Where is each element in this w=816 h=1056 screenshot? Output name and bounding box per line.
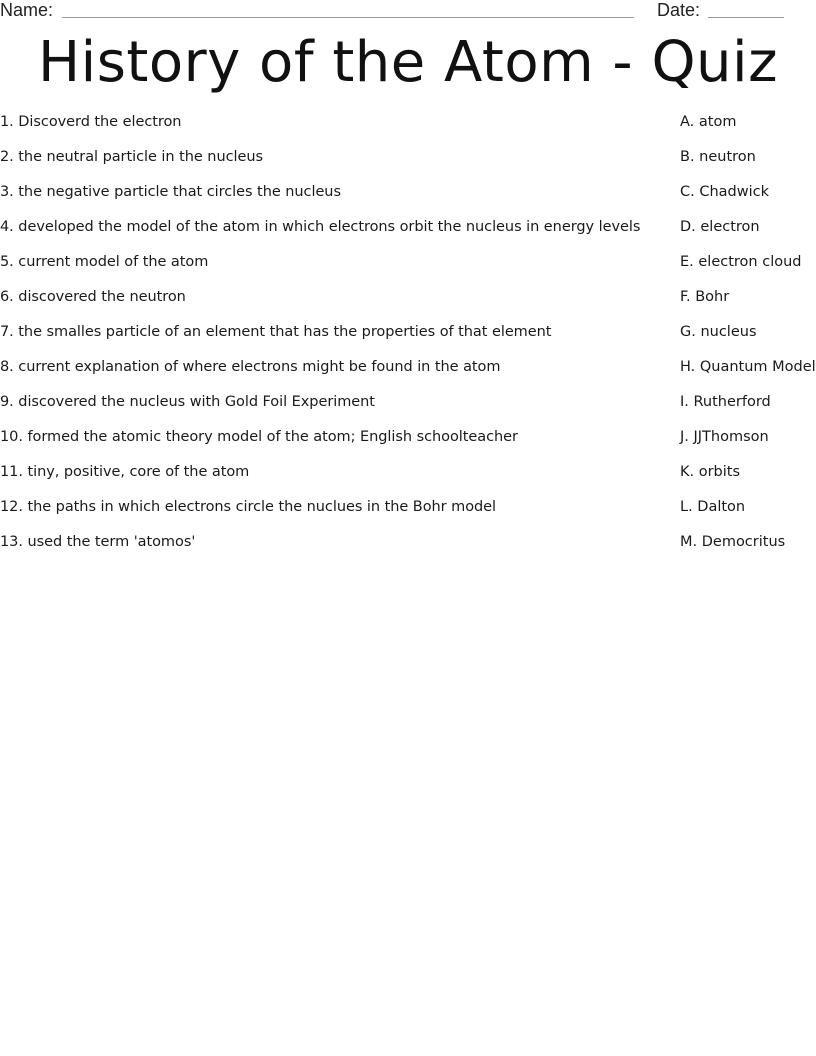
question-item: 1. Discoverd the electron xyxy=(0,114,182,130)
question-item: 9. discovered the nucleus with Gold Foil Experiment xyxy=(0,394,375,410)
header xyxy=(0,0,816,22)
question-item: 3. the negative particle that circles the nucleus xyxy=(0,184,341,200)
question-list xyxy=(0,111,670,566)
question-item: 2. the neutral particle in the nucleus xyxy=(0,149,263,165)
answer-item: K. orbits xyxy=(680,464,741,480)
question-item: 6. discovered the neutron xyxy=(0,289,186,305)
answer-item: J. JJThomson xyxy=(680,429,769,445)
question-item: 5. current model of the atom xyxy=(0,254,209,270)
question-item: 11. tiny, positive, core of the atom xyxy=(0,464,250,480)
answer-item: C. Chadwick xyxy=(680,184,770,200)
answer-item: D. electron xyxy=(680,219,760,235)
question-item: 8. current explanation of where electrons might be found in the atom xyxy=(0,359,501,375)
question-item: 12. the paths in which electrons circle the nuclues in the Bohr model xyxy=(0,499,497,515)
question-item: 7. the smalles particle of an element that has the properties of that element xyxy=(0,324,552,340)
name-label: Name: xyxy=(0,0,54,20)
answer-item: F. Bohr xyxy=(680,289,730,305)
answer-item: M. Democritus xyxy=(680,534,786,550)
answer-item: E. electron cloud xyxy=(680,254,802,270)
answer-item: I. Rutherford xyxy=(680,394,771,410)
answer-item: H. Quantum Model xyxy=(680,359,816,375)
question-item: 10. formed the atomic theory model of the atom; English schoolteacher xyxy=(0,429,518,445)
question-item: 4. developed the model of the atom in which electrons orbit the nucleus in energy levels xyxy=(0,219,641,235)
answer-list xyxy=(680,111,816,566)
question-item: 13. used the term 'atomos' xyxy=(0,534,196,550)
answer-item: B. neutron xyxy=(680,149,756,165)
answer-item: A. atom xyxy=(680,114,737,130)
answer-item: G. nucleus xyxy=(680,324,757,340)
date-field[interactable] xyxy=(708,17,784,18)
date-label: Date: xyxy=(657,0,701,20)
name-field[interactable] xyxy=(62,17,634,18)
answer-item: L. Dalton xyxy=(680,499,746,515)
page-title: History of the Atom - Quiz xyxy=(38,30,778,95)
